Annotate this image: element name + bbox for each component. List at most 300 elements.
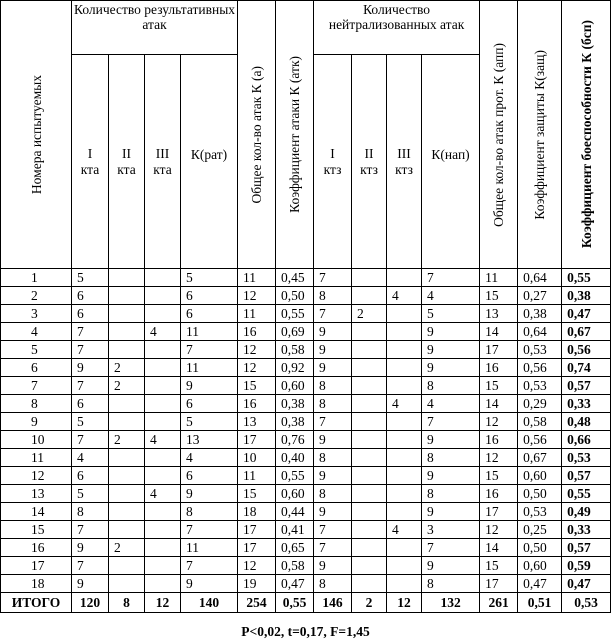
cell-z3 bbox=[387, 575, 422, 593]
cell-k1: 7 bbox=[72, 557, 109, 575]
cell-kapp: 13 bbox=[480, 305, 518, 323]
cell-krat: 11 bbox=[181, 323, 238, 341]
cell-z1: 7 bbox=[314, 305, 352, 323]
cell-k1: 9 bbox=[72, 575, 109, 593]
cell-k1: 6 bbox=[72, 287, 109, 305]
cell-kapp: 15 bbox=[480, 557, 518, 575]
cell-k1: 8 bbox=[72, 503, 109, 521]
cell-katk: 0,55 bbox=[276, 305, 314, 323]
cell-k1: 7 bbox=[72, 521, 109, 539]
cell-katk: 0,60 bbox=[276, 485, 314, 503]
cell-katk: 0,41 bbox=[276, 521, 314, 539]
cell-respondent-number: 13 bbox=[1, 485, 72, 503]
cell-k2 bbox=[109, 449, 145, 467]
cell-z2 bbox=[352, 431, 387, 449]
table-row bbox=[1, 305, 611, 323]
cell-katk: 0,38 bbox=[276, 413, 314, 431]
cell-kbsp: 0,59 bbox=[562, 557, 611, 575]
cell-katk: 0,65 bbox=[276, 539, 314, 557]
cell-z1: 7 bbox=[314, 413, 352, 431]
cell-krat: 6 bbox=[181, 467, 238, 485]
col-header-1kta: I кта bbox=[72, 55, 109, 269]
cell-z3 bbox=[387, 557, 422, 575]
cell-k1: 7 bbox=[72, 341, 109, 359]
cell-k3: 4 bbox=[145, 323, 181, 341]
total-cell-kzash: 0,51 bbox=[518, 593, 562, 613]
cell-kbsp: 0,53 bbox=[562, 449, 611, 467]
cell-kapp: 12 bbox=[480, 413, 518, 431]
cell-respondent-number: 6 bbox=[1, 359, 72, 377]
cell-k2 bbox=[109, 395, 145, 413]
cell-k2 bbox=[109, 305, 145, 323]
cell-k1: 6 bbox=[72, 395, 109, 413]
cell-k2 bbox=[109, 485, 145, 503]
cell-k2 bbox=[109, 323, 145, 341]
cell-respondent-number: 10 bbox=[1, 431, 72, 449]
cell-z2 bbox=[352, 395, 387, 413]
cell-z1: 9 bbox=[314, 323, 352, 341]
table-row bbox=[1, 557, 611, 575]
cell-z2 bbox=[352, 467, 387, 485]
cell-z1: 9 bbox=[314, 503, 352, 521]
total-cell-z2: 2 bbox=[352, 593, 387, 613]
table-row bbox=[1, 323, 611, 341]
cell-knap: 4 bbox=[422, 287, 480, 305]
cell-krat: 9 bbox=[181, 485, 238, 503]
cell-kzash: 0,64 bbox=[518, 323, 562, 341]
cell-k1: 6 bbox=[72, 305, 109, 323]
cell-ka: 17 bbox=[238, 521, 276, 539]
cell-k3 bbox=[145, 449, 181, 467]
cell-k2: 2 bbox=[109, 377, 145, 395]
cell-krat: 7 bbox=[181, 521, 238, 539]
total-cell-katk: 0,55 bbox=[276, 593, 314, 613]
col-header-total-attacks: Общее кол-во атак К (а) bbox=[238, 1, 276, 269]
cell-z1: 8 bbox=[314, 395, 352, 413]
cell-kzash: 0,53 bbox=[518, 341, 562, 359]
cell-z2 bbox=[352, 377, 387, 395]
cell-kzash: 0,56 bbox=[518, 431, 562, 449]
cell-z3 bbox=[387, 413, 422, 431]
cell-z3 bbox=[387, 431, 422, 449]
cell-kapp: 15 bbox=[480, 287, 518, 305]
cell-katk: 0,50 bbox=[276, 287, 314, 305]
total-cell-kbsp: 0,53 bbox=[562, 593, 611, 613]
cell-z2 bbox=[352, 359, 387, 377]
table-row bbox=[1, 485, 611, 503]
cell-ka: 17 bbox=[238, 431, 276, 449]
cell-z2 bbox=[352, 503, 387, 521]
total-label: ИТОГО bbox=[1, 593, 72, 613]
cell-respondent-number: 14 bbox=[1, 503, 72, 521]
table-row bbox=[1, 413, 611, 431]
cell-krat: 6 bbox=[181, 395, 238, 413]
stats-footer: P<0,02, t=0,17, F=1,45 bbox=[241, 624, 370, 639]
cell-ka: 16 bbox=[238, 395, 276, 413]
cell-z2 bbox=[352, 539, 387, 557]
cell-ka: 12 bbox=[238, 287, 276, 305]
cell-knap: 9 bbox=[422, 341, 480, 359]
cell-z3 bbox=[387, 269, 422, 287]
cell-z3 bbox=[387, 449, 422, 467]
cell-ka: 17 bbox=[238, 539, 276, 557]
col-header-krat: К(рат) bbox=[181, 55, 238, 269]
cell-kapp: 15 bbox=[480, 467, 518, 485]
cell-respondent-number: 8 bbox=[1, 395, 72, 413]
cell-kzash: 0,53 bbox=[518, 377, 562, 395]
cell-ka: 15 bbox=[238, 485, 276, 503]
col-header-total-opp-attacks: Общее кол-во атак прот. К (апп) bbox=[480, 1, 518, 269]
cell-k2 bbox=[109, 413, 145, 431]
cell-respondent-number: 3 bbox=[1, 305, 72, 323]
cell-respondent-number: 15 bbox=[1, 521, 72, 539]
table-row bbox=[1, 287, 611, 305]
cell-kbsp: 0,74 bbox=[562, 359, 611, 377]
cell-respondent-number: 11 bbox=[1, 449, 72, 467]
table-row bbox=[1, 377, 611, 395]
cell-kzash: 0,56 bbox=[518, 359, 562, 377]
total-cell-knap: 132 bbox=[422, 593, 480, 613]
cell-z1: 7 bbox=[314, 269, 352, 287]
cell-z2 bbox=[352, 413, 387, 431]
cell-kapp: 16 bbox=[480, 359, 518, 377]
cell-katk: 0,45 bbox=[276, 269, 314, 287]
cell-kbsp: 0,49 bbox=[562, 503, 611, 521]
col-header-3kta: III кта bbox=[145, 55, 181, 269]
cell-ka: 11 bbox=[238, 269, 276, 287]
cell-ka: 18 bbox=[238, 503, 276, 521]
cell-katk: 0,92 bbox=[276, 359, 314, 377]
cell-krat: 11 bbox=[181, 539, 238, 557]
cell-z3: 4 bbox=[387, 521, 422, 539]
col-header-1ktz: I ктз bbox=[314, 55, 352, 269]
cell-kapp: 15 bbox=[480, 377, 518, 395]
cell-katk: 0,58 bbox=[276, 341, 314, 359]
cell-katk: 0,44 bbox=[276, 503, 314, 521]
cell-knap: 3 bbox=[422, 521, 480, 539]
cell-krat: 7 bbox=[181, 557, 238, 575]
group-header-neutralized-attacks: Количество нейтрализованных атак bbox=[314, 1, 480, 55]
cell-katk: 0,76 bbox=[276, 431, 314, 449]
cell-z2 bbox=[352, 341, 387, 359]
cell-kzash: 0,50 bbox=[518, 485, 562, 503]
cell-ka: 15 bbox=[238, 377, 276, 395]
cell-ka: 19 bbox=[238, 575, 276, 593]
cell-ka: 10 bbox=[238, 449, 276, 467]
cell-ka: 13 bbox=[238, 413, 276, 431]
cell-k1: 6 bbox=[72, 467, 109, 485]
table-body bbox=[1, 269, 611, 613]
cell-k2 bbox=[109, 575, 145, 593]
cell-kbsp: 0,38 bbox=[562, 287, 611, 305]
cell-krat: 8 bbox=[181, 503, 238, 521]
cell-knap: 4 bbox=[422, 395, 480, 413]
table-row bbox=[1, 431, 611, 449]
cell-knap: 9 bbox=[422, 359, 480, 377]
cell-kapp: 14 bbox=[480, 323, 518, 341]
cell-z3 bbox=[387, 503, 422, 521]
total-cell-ka: 254 bbox=[238, 593, 276, 613]
cell-k3 bbox=[145, 539, 181, 557]
cell-respondent-number: 5 bbox=[1, 341, 72, 359]
cell-z1: 8 bbox=[314, 485, 352, 503]
cell-kbsp: 0,56 bbox=[562, 341, 611, 359]
cell-z2 bbox=[352, 485, 387, 503]
cell-knap: 7 bbox=[422, 539, 480, 557]
col-header-2kta: II кта bbox=[109, 55, 145, 269]
cell-knap: 8 bbox=[422, 575, 480, 593]
cell-kapp: 11 bbox=[480, 269, 518, 287]
cell-kbsp: 0,67 bbox=[562, 323, 611, 341]
cell-z3 bbox=[387, 377, 422, 395]
cell-kzash: 0,50 bbox=[518, 539, 562, 557]
cell-knap: 8 bbox=[422, 377, 480, 395]
cell-k1: 7 bbox=[72, 377, 109, 395]
cell-k3: 4 bbox=[145, 485, 181, 503]
cell-ka: 16 bbox=[238, 323, 276, 341]
cell-katk: 0,47 bbox=[276, 575, 314, 593]
cell-kzash: 0,60 bbox=[518, 467, 562, 485]
cell-krat: 6 bbox=[181, 287, 238, 305]
cell-knap: 8 bbox=[422, 485, 480, 503]
cell-kbsp: 0,33 bbox=[562, 521, 611, 539]
total-cell-k1: 120 bbox=[72, 593, 109, 613]
cell-kbsp: 0,55 bbox=[562, 485, 611, 503]
cell-k2 bbox=[109, 269, 145, 287]
cell-k1: 5 bbox=[72, 485, 109, 503]
cell-katk: 0,40 bbox=[276, 449, 314, 467]
total-cell-kapp: 261 bbox=[480, 593, 518, 613]
table-row bbox=[1, 269, 611, 287]
cell-krat: 6 bbox=[181, 305, 238, 323]
cell-kbsp: 0,33 bbox=[562, 395, 611, 413]
cell-kapp: 14 bbox=[480, 539, 518, 557]
cell-z2 bbox=[352, 521, 387, 539]
cell-z1: 9 bbox=[314, 467, 352, 485]
cell-kapp: 14 bbox=[480, 395, 518, 413]
cell-z1: 9 bbox=[314, 557, 352, 575]
cell-kbsp: 0,47 bbox=[562, 575, 611, 593]
cell-katk: 0,55 bbox=[276, 467, 314, 485]
cell-kapp: 17 bbox=[480, 503, 518, 521]
cell-kapp: 16 bbox=[480, 485, 518, 503]
cell-k3 bbox=[145, 377, 181, 395]
table-row bbox=[1, 521, 611, 539]
cell-z1: 9 bbox=[314, 341, 352, 359]
cell-k2: 2 bbox=[109, 431, 145, 449]
cell-kzash: 0,64 bbox=[518, 269, 562, 287]
cell-kzash: 0,67 bbox=[518, 449, 562, 467]
cell-z2 bbox=[352, 575, 387, 593]
cell-k2 bbox=[109, 557, 145, 575]
cell-knap: 7 bbox=[422, 269, 480, 287]
cell-k3 bbox=[145, 359, 181, 377]
col-header-combat-coef: Коэффициент боеспособности К (бсп) bbox=[562, 1, 611, 269]
col-header-knap: К(нап) bbox=[422, 55, 480, 269]
cell-k3 bbox=[145, 575, 181, 593]
cell-k3 bbox=[145, 521, 181, 539]
total-cell-krat: 140 bbox=[181, 593, 238, 613]
table-row bbox=[1, 449, 611, 467]
cell-ka: 11 bbox=[238, 467, 276, 485]
cell-z3 bbox=[387, 341, 422, 359]
cell-knap: 9 bbox=[422, 557, 480, 575]
cell-z2 bbox=[352, 449, 387, 467]
cell-katk: 0,69 bbox=[276, 323, 314, 341]
cell-krat: 4 bbox=[181, 449, 238, 467]
cell-respondent-number: 9 bbox=[1, 413, 72, 431]
col-header-respondents: Номера испытуемых bbox=[1, 1, 72, 269]
cell-z3 bbox=[387, 323, 422, 341]
cell-k2: 2 bbox=[109, 359, 145, 377]
cell-z1: 7 bbox=[314, 521, 352, 539]
cell-z1: 9 bbox=[314, 431, 352, 449]
cell-k3 bbox=[145, 395, 181, 413]
cell-respondent-number: 7 bbox=[1, 377, 72, 395]
cell-k3 bbox=[145, 269, 181, 287]
cell-kapp: 12 bbox=[480, 521, 518, 539]
cell-k3 bbox=[145, 413, 181, 431]
cell-k3 bbox=[145, 503, 181, 521]
cell-kzash: 0,47 bbox=[518, 575, 562, 593]
cell-kzash: 0,53 bbox=[518, 503, 562, 521]
cell-knap: 8 bbox=[422, 449, 480, 467]
cell-krat: 9 bbox=[181, 377, 238, 395]
cell-z2 bbox=[352, 323, 387, 341]
cell-z1: 8 bbox=[314, 377, 352, 395]
cell-k2: 2 bbox=[109, 539, 145, 557]
cell-k2 bbox=[109, 503, 145, 521]
cell-knap: 7 bbox=[422, 413, 480, 431]
cell-k2 bbox=[109, 467, 145, 485]
cell-knap: 9 bbox=[422, 467, 480, 485]
cell-kapp: 17 bbox=[480, 341, 518, 359]
cell-k3 bbox=[145, 305, 181, 323]
cell-katk: 0,38 bbox=[276, 395, 314, 413]
col-header-attack-coef: Коэффициент атаки К (атк) bbox=[276, 1, 314, 269]
cell-kzash: 0,38 bbox=[518, 305, 562, 323]
cell-k1: 7 bbox=[72, 431, 109, 449]
cell-kbsp: 0,57 bbox=[562, 539, 611, 557]
cell-z3: 4 bbox=[387, 395, 422, 413]
cell-kzash: 0,25 bbox=[518, 521, 562, 539]
cell-kbsp: 0,66 bbox=[562, 431, 611, 449]
total-cell-k3: 12 bbox=[145, 593, 181, 613]
cell-z1: 8 bbox=[314, 575, 352, 593]
cell-k1: 9 bbox=[72, 359, 109, 377]
cell-ka: 12 bbox=[238, 341, 276, 359]
cell-z3 bbox=[387, 305, 422, 323]
cell-kbsp: 0,47 bbox=[562, 305, 611, 323]
cell-respondent-number: 16 bbox=[1, 539, 72, 557]
cell-z1: 8 bbox=[314, 449, 352, 467]
cell-k2 bbox=[109, 341, 145, 359]
cell-ka: 11 bbox=[238, 305, 276, 323]
cell-knap: 9 bbox=[422, 431, 480, 449]
cell-k1: 9 bbox=[72, 539, 109, 557]
cell-katk: 0,58 bbox=[276, 557, 314, 575]
cell-kzash: 0,27 bbox=[518, 287, 562, 305]
cell-knap: 9 bbox=[422, 503, 480, 521]
cell-kapp: 17 bbox=[480, 575, 518, 593]
total-cell-z1: 146 bbox=[314, 593, 352, 613]
total-cell-z3: 12 bbox=[387, 593, 422, 613]
cell-z3: 4 bbox=[387, 287, 422, 305]
cell-kbsp: 0,55 bbox=[562, 269, 611, 287]
cell-kapp: 12 bbox=[480, 449, 518, 467]
cell-respondent-number: 17 bbox=[1, 557, 72, 575]
cell-k3 bbox=[145, 287, 181, 305]
col-header-2ktz: II ктз bbox=[352, 55, 387, 269]
cell-z1: 9 bbox=[314, 359, 352, 377]
cell-kbsp: 0,57 bbox=[562, 467, 611, 485]
col-header-defense-coef: Коэффициент защиты К(защ) bbox=[518, 1, 562, 269]
cell-k2 bbox=[109, 287, 145, 305]
cell-k1: 7 bbox=[72, 323, 109, 341]
cell-respondent-number: 4 bbox=[1, 323, 72, 341]
cell-kzash: 0,29 bbox=[518, 395, 562, 413]
cell-k2 bbox=[109, 521, 145, 539]
cell-krat: 7 bbox=[181, 341, 238, 359]
cell-knap: 9 bbox=[422, 323, 480, 341]
cell-z1: 7 bbox=[314, 539, 352, 557]
cell-k1: 5 bbox=[72, 413, 109, 431]
cell-krat: 9 bbox=[181, 575, 238, 593]
cell-kapp: 16 bbox=[480, 431, 518, 449]
group-header-effective-attacks: Количество результативных атак bbox=[72, 1, 238, 55]
cell-knap: 5 bbox=[422, 305, 480, 323]
cell-k3 bbox=[145, 557, 181, 575]
cell-respondent-number: 12 bbox=[1, 467, 72, 485]
cell-krat: 5 bbox=[181, 269, 238, 287]
cell-krat: 13 bbox=[181, 431, 238, 449]
col-header-3ktz: III ктз bbox=[387, 55, 422, 269]
cell-k1: 5 bbox=[72, 269, 109, 287]
cell-respondent-number: 18 bbox=[1, 575, 72, 593]
total-row bbox=[1, 593, 611, 613]
cell-z2: 2 bbox=[352, 305, 387, 323]
cell-kzash: 0,60 bbox=[518, 557, 562, 575]
cell-k3 bbox=[145, 341, 181, 359]
table-row bbox=[1, 539, 611, 557]
cell-kzash: 0,58 bbox=[518, 413, 562, 431]
cell-ka: 12 bbox=[238, 359, 276, 377]
cell-respondent-number: 1 bbox=[1, 269, 72, 287]
cell-z1: 8 bbox=[314, 287, 352, 305]
cell-k3: 4 bbox=[145, 431, 181, 449]
cell-ka: 12 bbox=[238, 557, 276, 575]
cell-z3 bbox=[387, 467, 422, 485]
total-cell-k2: 8 bbox=[109, 593, 145, 613]
cell-respondent-number: 2 bbox=[1, 287, 72, 305]
table-row bbox=[1, 359, 611, 377]
cell-kbsp: 0,57 bbox=[562, 377, 611, 395]
cell-k1: 4 bbox=[72, 449, 109, 467]
cell-kbsp: 0,48 bbox=[562, 413, 611, 431]
cell-k3 bbox=[145, 467, 181, 485]
cell-krat: 5 bbox=[181, 413, 238, 431]
cell-z3 bbox=[387, 485, 422, 503]
cell-katk: 0,60 bbox=[276, 377, 314, 395]
table-row bbox=[1, 575, 611, 593]
table-row bbox=[1, 341, 611, 359]
cell-z2 bbox=[352, 557, 387, 575]
cell-z2 bbox=[352, 287, 387, 305]
table-row bbox=[1, 467, 611, 485]
cell-z2 bbox=[352, 269, 387, 287]
table-row bbox=[1, 395, 611, 413]
cell-z3 bbox=[387, 359, 422, 377]
